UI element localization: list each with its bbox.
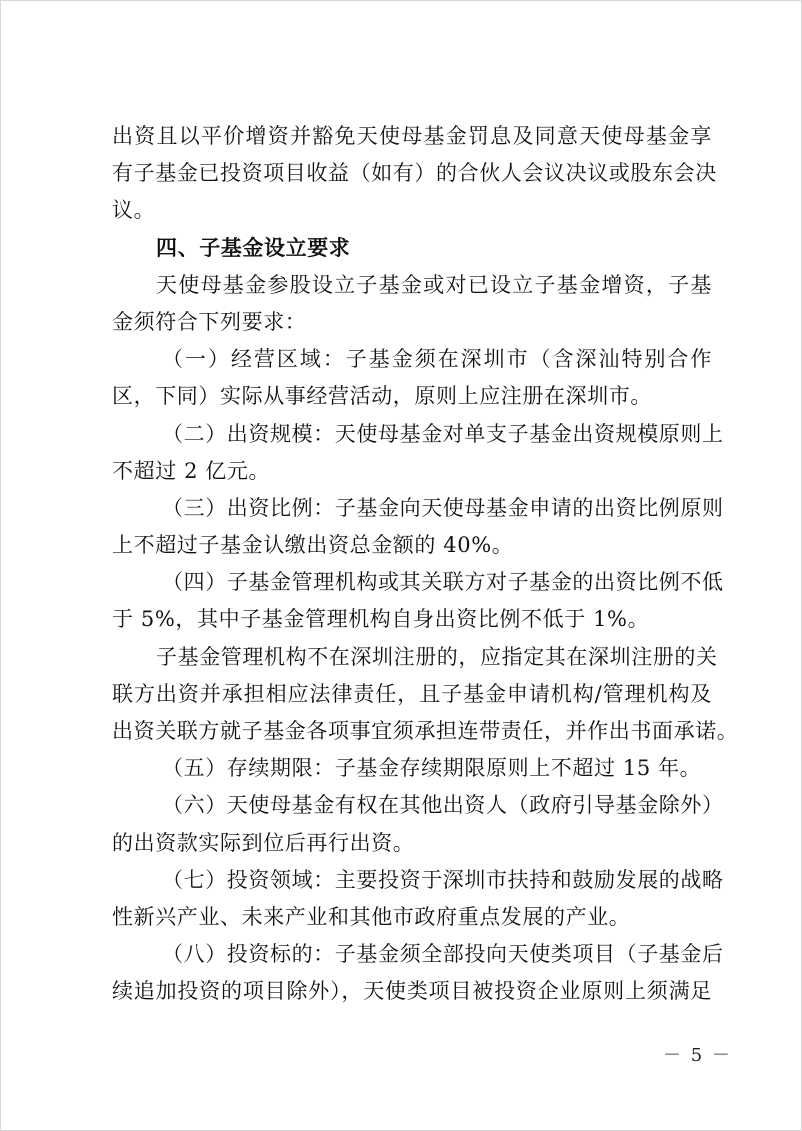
paragraph-line: 子基金管理机构不在深圳注册的，应指定其在深圳注册的关 (156, 644, 718, 669)
paragraph-line: （三）出资比例：子基金向天使母基金申请的出资比例原则 (162, 495, 724, 520)
paragraph-line: 有子基金已投资项目收益（如有）的合伙人会议决议或股东会决 (112, 161, 717, 186)
paragraph-line: 区，下同）实际从事经营活动，原则上应注册在深圳市。 (112, 384, 652, 409)
paragraph-line: 出资且以平价增资并豁免天使母基金罚息及同意天使母基金享 (112, 124, 712, 148)
paragraph-line: 于 5%，其中子基金管理机构自身出资比例不低于 1%。 (112, 607, 650, 632)
paragraph-line: 的出资款实际到位后再行出资。 (112, 830, 415, 855)
paragraph-line: （四）子基金管理机构或其关联方对子基金的出资比例不低 (162, 570, 724, 595)
paragraph-line: （一）经营区域：子基金须在深圳市（含深汕特别合作 (162, 347, 712, 372)
paragraph-line: （五）存续期限：子基金存续期限原则上不超过 15 年。 (162, 756, 702, 781)
section-heading: 四、子基金设立要求 (156, 235, 351, 260)
paragraph-line: （八）投资标的：子基金须全部投向天使类项目（子基金后 (162, 942, 724, 967)
paragraph-line: 金须符合下列要求： (112, 309, 307, 334)
paragraph-line: （六）天使母基金有权在其他出资人（政府引导基金除外） (162, 793, 724, 818)
document-body (112, 118, 739, 1011)
paragraph-line: 性新兴产业、未来产业和其他市政府重点发展的产业。 (112, 904, 631, 929)
paragraph-line: 联方出资并承担相应法律责任，且子基金申请机构/管理机构及 (112, 681, 712, 706)
paragraph-line: 不超过 2 亿元。 (112, 458, 271, 483)
paragraph-line: 续追加投资的项目除外），天使类项目被投资企业原则上须满足 (112, 979, 712, 1004)
paragraph-line: 出资关联方就子基金各项事宜须承担连带责任，并作出书面承诺。 (112, 719, 739, 743)
paragraph-line: 议。 (112, 198, 156, 223)
paragraph-line: （七）投资领域：主要投资于深圳市扶持和鼓励发展的战略 (162, 867, 724, 892)
page-number: － 5 － (663, 1045, 732, 1066)
paragraph-line: （二）出资规模：天使母基金对单支子基金出资规模原则上 (162, 421, 724, 446)
paragraph-line: 上不超过子基金认缴出资总金额的 40%。 (112, 533, 514, 558)
paragraph-line: 天使母基金参股设立子基金或对已设立子基金增资，子基 (156, 272, 712, 297)
